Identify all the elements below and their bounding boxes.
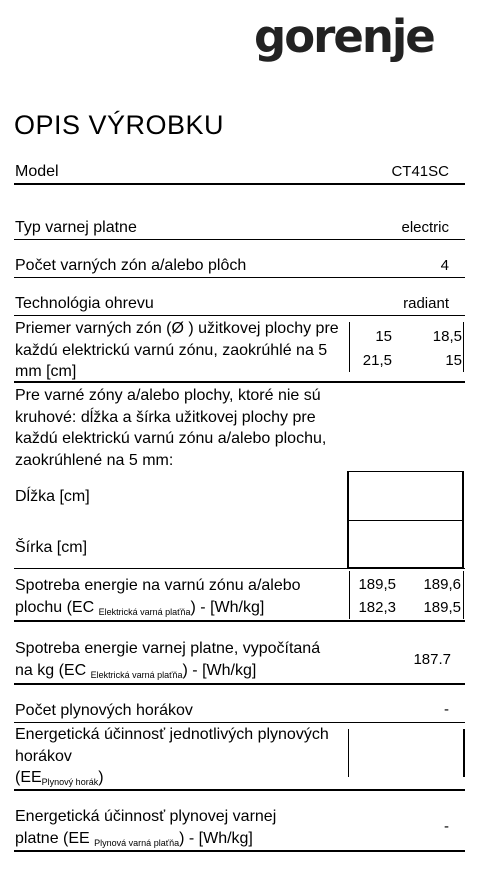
table-line: [463, 729, 465, 777]
noncircular-label: Pre varné zóny a/alebo plochy, ktoré nie sú kruhové: dĺžka a šírka užitkovej plochy pre každú elektrickú varnú zónu a/alebo plochu, zaokrúhlené na 5 mm:: [15, 387, 327, 469]
consumption-value: 189,5: [423, 599, 461, 616]
divider: [14, 683, 465, 685]
length-label: Dĺžka [cm]: [15, 488, 90, 505]
divider: [14, 850, 465, 852]
divider: [14, 568, 465, 569]
divider: [14, 722, 465, 723]
diameter-value: 15: [375, 328, 392, 345]
divider: [14, 315, 465, 316]
divider: [14, 277, 465, 278]
zones-label: Počet varných zón a/alebo plôch: [15, 257, 247, 274]
table-line: [463, 322, 464, 372]
consumption-label: Spotreba energie na varnú zónu a/alebo plochu (EC $_{Elektrická varná plaťňa}$) - [Wh/kg]: [15, 577, 301, 617]
consumption-value: 182,3: [358, 599, 396, 616]
table-line: [349, 322, 350, 372]
gas-burners-label: Počet plynových horákov: [15, 702, 193, 719]
divider: [14, 183, 465, 185]
technology-value: radiant: [403, 295, 449, 312]
consumption-value: 189,5: [358, 576, 396, 593]
zones-value: 4: [440, 257, 449, 274]
model-label: Model: [15, 163, 59, 180]
brand-logo: gorenje: [254, 10, 434, 63]
divider: [14, 620, 465, 622]
gas-hob-eff-value: -: [444, 818, 449, 835]
diameter-value: 15: [445, 352, 462, 369]
page-title: OPIS VÝROBKU: [14, 110, 225, 140]
gas-burners-value: -: [444, 701, 449, 718]
divider: [14, 239, 465, 240]
table-line: [347, 520, 464, 521]
divider: [14, 381, 465, 383]
model-value: CT41SC: [391, 163, 449, 180]
diameter-value: 18,5: [432, 328, 462, 345]
hob-consumption-label: Spotreba energie varnej platne, vypočítaná na kg (EC $_{Elektrická varná plaťňa}$) - [Wh/kg]: [15, 640, 321, 680]
gas-hob-eff-label: Energetická účinnosť plynovej varnej platne (EE $_{Plynová varná plaťňa}$) - [Wh/kg]: [15, 808, 277, 848]
consumption-value: 189,6: [423, 576, 461, 593]
table-line: [349, 571, 350, 619]
technology-label: Technológia ohrevu: [15, 295, 154, 312]
gas-burner-eff-label: Energetická účinnosť jednotlivých plynových horákov $(EE_{Plynový horák})$: [15, 726, 329, 787]
diameter-value: 21,5: [362, 352, 392, 369]
hob-consumption-value: 187.7: [413, 651, 451, 668]
type-value: electric: [401, 219, 449, 236]
table-line: [348, 729, 349, 777]
type-label: Typ varnej platne: [15, 219, 137, 236]
width-label: Šírka [cm]: [15, 539, 88, 556]
diameter-label: Priemer varných zón (Ø ) užitkovej plochy pre každú elektrickú varnú zónu, zaokrúhlé na 5 mm [cm]: [15, 320, 339, 380]
divider: [14, 789, 465, 791]
table-line: [463, 571, 464, 619]
